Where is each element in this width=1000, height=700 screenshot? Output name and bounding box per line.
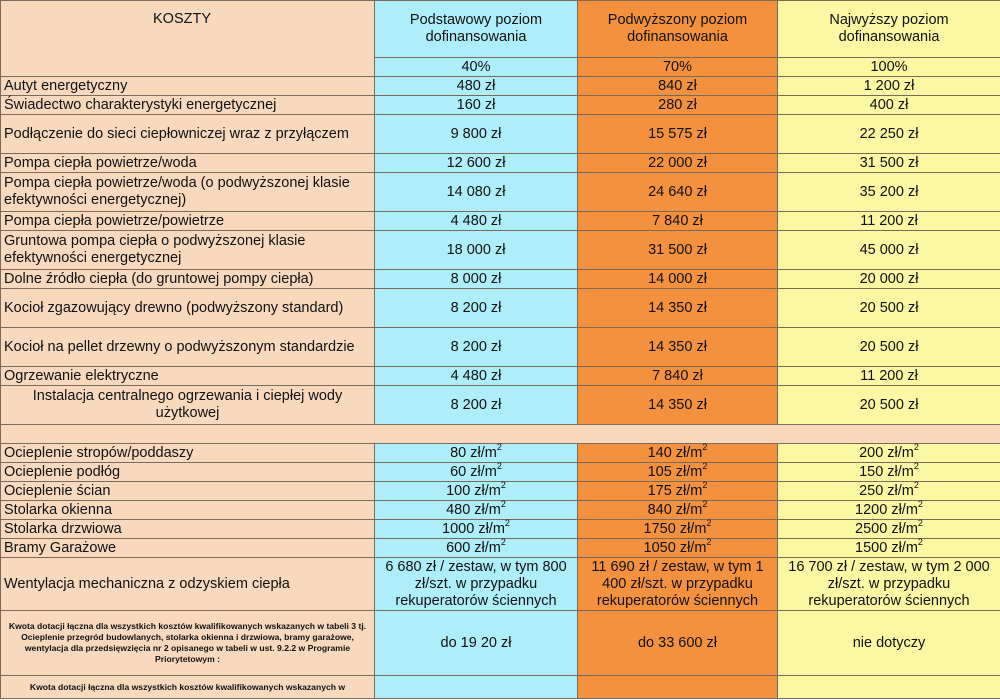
header-row — [1, 1, 1000, 58]
row-value: 35 200 zł — [778, 173, 1000, 212]
row-value: 22 000 zł — [578, 154, 778, 173]
section-gap — [1, 425, 1000, 444]
table-row — [1, 289, 1000, 328]
table-row — [1, 444, 1000, 463]
row-value — [778, 460, 1000, 482]
row-label: Stolarka drzwiowa — [1, 520, 375, 539]
unit-value: 840 zł/m — [647, 501, 703, 518]
row-value: 31 500 zł — [778, 154, 1000, 173]
unit-exponent: 2 — [917, 517, 923, 528]
row-label: Ocieplenie ścian — [1, 482, 375, 501]
row-value — [375, 676, 578, 699]
row-value — [778, 441, 1000, 463]
unit-value: 250 zł/m — [859, 482, 914, 499]
table-row — [1, 96, 1000, 115]
row-value: 4 480 zł — [375, 212, 578, 231]
row-label: Pompa ciepła powietrze/woda — [1, 154, 375, 173]
row-label: Kwota dotacji łączna dla wszystkich kosztów kwalifikowanych wskazanych w — [1, 676, 375, 699]
row-label: Świadectwo charakterystyki energetycznej — [1, 96, 375, 115]
row-value: 280 zł — [578, 96, 778, 115]
table-row — [1, 77, 1000, 96]
row-label: Pompa ciepła powietrze/powietrze — [1, 212, 375, 231]
table-row — [1, 676, 1000, 699]
row-label: Kocioł na pellet drzewny o podwyższonym standardzie — [1, 328, 375, 367]
row-value: 1 200 zł — [778, 77, 1000, 96]
row-value: 8 200 zł — [375, 386, 578, 425]
unit-exponent: 2 — [917, 498, 923, 509]
row-value: 18 000 zł — [375, 231, 578, 270]
row-label: Instalacja centralnego ogrzewania i ciepłej wody użytkowej — [1, 386, 375, 425]
table-row — [1, 386, 1000, 425]
row-value: 31 500 zł — [578, 231, 778, 270]
unit-value: 480 zł/m — [446, 501, 501, 518]
level-increased-percent: 70% — [578, 58, 778, 77]
table-row — [1, 558, 1000, 611]
level-highest-percent: 100% — [778, 58, 1000, 77]
unit-value: 105 zł/m — [647, 463, 703, 480]
unit-value: 1200 zł/m — [855, 501, 918, 518]
row-value — [578, 441, 778, 463]
row-label: Bramy Garażowe — [1, 539, 375, 558]
unit-exponent: 2 — [500, 536, 506, 547]
level-highest-name: Najwyższy poziom dofinansowania — [778, 1, 1000, 58]
row-value: 12 600 zł — [375, 154, 578, 173]
row-value — [778, 498, 1000, 520]
row-value — [375, 460, 578, 482]
row-value — [778, 676, 1000, 699]
unit-value: 200 zł/m — [859, 444, 914, 461]
row-value — [778, 479, 1000, 501]
row-value: 8 200 zł — [375, 328, 578, 367]
unit-value: 1750 zł/m — [643, 520, 707, 537]
row-label: Wentylacja mechaniczna z odzyskiem ciepła — [1, 558, 375, 611]
table-row — [1, 520, 1000, 539]
row-value: 14 000 zł — [578, 270, 778, 289]
row-value — [578, 460, 778, 482]
total-row — [1, 611, 1000, 676]
row-value — [375, 479, 578, 501]
row-value: 11 690 zł / zestaw, w tym 1 400 zł/szt. w przypadku rekuperatorów ściennych — [578, 558, 778, 611]
table-row — [1, 212, 1000, 231]
row-value: 400 zł — [778, 96, 1000, 115]
unit-exponent: 2 — [500, 479, 506, 490]
unit-exponent: 2 — [504, 517, 510, 528]
row-value: 20 500 zł — [778, 328, 1000, 367]
row-label: Ocieplenie podłóg — [1, 463, 375, 482]
row-label: Kocioł zgazowujący drewno (podwyższony standard) — [1, 289, 375, 328]
level-basic-percent: 40% — [375, 58, 578, 77]
unit-exponent: 2 — [496, 441, 502, 452]
unit-exponent: 2 — [702, 498, 708, 509]
row-value: 4 480 zł — [375, 367, 578, 386]
koszty-title: KOSZTY — [1, 1, 375, 77]
row-value — [578, 479, 778, 501]
unit-value: 2500 zł/m — [855, 520, 918, 537]
row-value: 45 000 zł — [778, 231, 1000, 270]
row-value: 14 080 zł — [375, 173, 578, 212]
table-row — [1, 328, 1000, 367]
table-row — [1, 270, 1000, 289]
unit-value: 100 zł/m — [446, 482, 501, 499]
unit-value: 600 zł/m — [446, 539, 501, 556]
row-value — [375, 441, 578, 463]
unit-value: 175 zł/m — [647, 482, 703, 499]
table-row — [1, 367, 1000, 386]
row-value — [578, 517, 778, 539]
total-label: Kwota dotacji łączna dla wszystkich kosztów kwalifikowanych wskazanych w tabeli 3 tj. Ocieplenie przegród budowlanych, stolarka okienna i drzwiowa, bramy garażowe, wentylacja dla przedsięwzięcia nr 2 opisanego w tabeli w ust. 9.2.2 w Programie Priorytetowym : — [1, 611, 375, 676]
row-value: 6 680 zł / zestaw, w tym 800 zł/szt. w przypadku rekuperatorów ściennych — [375, 558, 578, 611]
row-label: Autyt energetyczny — [1, 77, 375, 96]
unit-exponent: 2 — [913, 441, 919, 452]
row-value — [778, 536, 1000, 558]
row-value — [778, 517, 1000, 539]
unit-exponent: 2 — [706, 517, 712, 528]
table-row — [1, 231, 1000, 270]
row-value: 840 zł — [578, 77, 778, 96]
table-row — [1, 501, 1000, 520]
row-label: Dolne źródło ciepła (do gruntowej pompy ciepła) — [1, 270, 375, 289]
row-value: 24 640 zł — [578, 173, 778, 212]
unit-exponent: 2 — [702, 441, 708, 452]
row-value: 160 zł — [375, 96, 578, 115]
row-label: Podłączenie do sieci ciepłowniczej wraz z przyłączem — [1, 115, 375, 154]
row-value: 9 800 zł — [375, 115, 578, 154]
row-value — [375, 517, 578, 539]
row-value: 8 200 zł — [375, 289, 578, 328]
unit-exponent: 2 — [500, 498, 506, 509]
unit-exponent: 2 — [913, 460, 919, 471]
total-value: do 19 20 zł — [375, 611, 578, 676]
row-value — [578, 536, 778, 558]
unit-exponent: 2 — [917, 536, 923, 547]
row-value: 15 575 zł — [578, 115, 778, 154]
row-value: 16 700 zł / zestaw, w tym 2 000 zł/szt. w przypadku rekuperatorów ściennych — [778, 558, 1000, 611]
unit-exponent: 2 — [913, 479, 919, 490]
row-label: Pompa ciepła powietrze/woda (o podwyższonej klasie efektywności energetycznej) — [1, 173, 375, 212]
unit-exponent: 2 — [496, 460, 502, 471]
row-value — [578, 498, 778, 520]
unit-value: 1500 zł/m — [855, 539, 918, 556]
unit-value: 140 zł/m — [647, 444, 703, 461]
row-value: 14 350 zł — [578, 328, 778, 367]
row-value: 20 500 zł — [778, 386, 1000, 425]
row-value: 7 840 zł — [578, 367, 778, 386]
section-gap-cell — [1, 425, 1000, 444]
unit-exponent: 2 — [702, 460, 708, 471]
row-value: 20 500 zł — [778, 289, 1000, 328]
table-row — [1, 173, 1000, 212]
unit-value: 60 zł/m — [450, 463, 497, 480]
unit-exponent: 2 — [706, 536, 712, 547]
table-row — [1, 482, 1000, 501]
unit-value: 1050 zł/m — [643, 539, 707, 556]
row-value: 7 840 zł — [578, 212, 778, 231]
row-value — [375, 536, 578, 558]
row-value: 11 200 zł — [778, 212, 1000, 231]
row-label: Stolarka okienna — [1, 501, 375, 520]
row-value: 11 200 zł — [778, 367, 1000, 386]
table-row — [1, 463, 1000, 482]
unit-value: 80 zł/m — [450, 444, 497, 461]
row-label: Ogrzewanie elektryczne — [1, 367, 375, 386]
row-value: 480 zł — [375, 77, 578, 96]
total-value: do 33 600 zł — [578, 611, 778, 676]
unit-exponent: 2 — [702, 479, 708, 490]
row-value: 8 000 zł — [375, 270, 578, 289]
row-value: 22 250 zł — [778, 115, 1000, 154]
row-value — [578, 676, 778, 699]
row-value: 20 000 zł — [778, 270, 1000, 289]
row-label: Ocieplenie stropów/poddaszy — [1, 444, 375, 463]
level-increased-name: Podwyższony poziom dofinansowania — [578, 1, 778, 58]
total-value: nie dotyczy — [778, 611, 1000, 676]
row-value: 14 350 zł — [578, 386, 778, 425]
row-value: 14 350 zł — [578, 289, 778, 328]
table-row — [1, 539, 1000, 558]
level-basic-name: Podstawowy poziom dofinansowania — [375, 1, 578, 58]
row-value — [375, 498, 578, 520]
table-row — [1, 115, 1000, 154]
table-row — [1, 154, 1000, 173]
unit-value: 1000 zł/m — [442, 520, 505, 537]
row-label: Gruntowa pompa ciepła o podwyższonej klasie efektywności energetycznej — [1, 231, 375, 270]
unit-value: 150 zł/m — [859, 463, 914, 480]
